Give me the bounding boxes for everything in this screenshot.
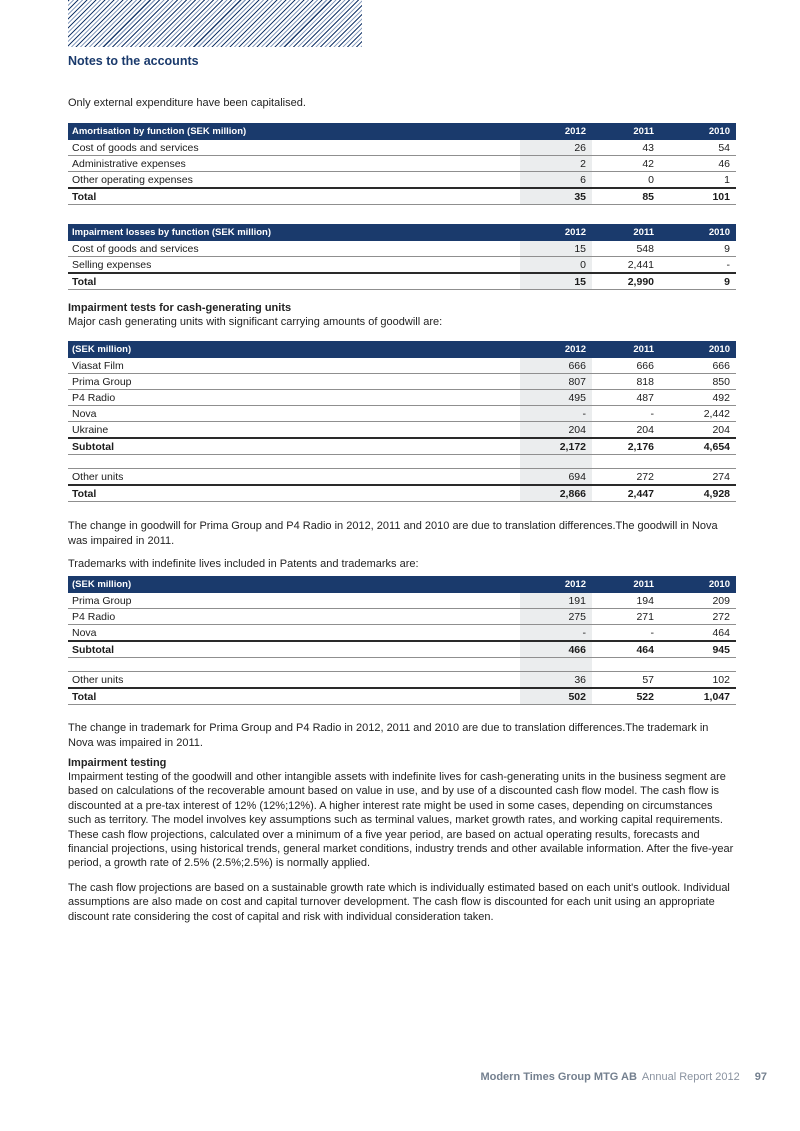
table-title: Amortisation by function (SEK million) — [68, 123, 520, 140]
row-label: Subtotal — [68, 438, 520, 455]
table-row — [68, 358, 736, 374]
cell-2012: 35 — [520, 188, 592, 205]
table-row — [68, 374, 736, 390]
cell-2010: 9 — [660, 273, 736, 290]
table-row — [68, 593, 736, 609]
cell-2011: 204 — [592, 422, 660, 439]
year-column-header: 2011 — [592, 123, 660, 140]
impairment-tests-intro: Major cash generating units with significant carrying amounts of goodwill are: — [68, 316, 443, 328]
goodwill-units-table — [68, 341, 736, 502]
row-label: Ukraine — [68, 422, 520, 439]
cell-2011: 818 — [592, 374, 660, 390]
row-label: Other units — [68, 672, 520, 689]
cell-2011 — [592, 455, 660, 469]
cell-2011: 487 — [592, 390, 660, 406]
cell-2012: - — [520, 406, 592, 422]
cell-2011: 2,447 — [592, 485, 660, 502]
cell-2012: - — [520, 625, 592, 642]
cell-2012: 0 — [520, 257, 592, 274]
row-label: Other units — [68, 469, 520, 486]
cell-2012 — [520, 658, 592, 672]
cell-2012: 2,866 — [520, 485, 592, 502]
cell-2010: 1 — [660, 172, 736, 189]
cell-2012: 2,172 — [520, 438, 592, 455]
cell-2010: 204 — [660, 422, 736, 439]
cell-2010: 666 — [660, 358, 736, 374]
table-row — [68, 688, 736, 705]
cell-2011: 43 — [592, 140, 660, 156]
table-row — [68, 469, 736, 486]
cell-2012: 807 — [520, 374, 592, 390]
table-row — [68, 188, 736, 205]
year-column-header: 2012 — [520, 123, 592, 140]
spacer-row — [68, 658, 736, 672]
cell-2012: 275 — [520, 609, 592, 625]
cell-2012: 502 — [520, 688, 592, 705]
page-number: 97 — [754, 1071, 767, 1083]
year-column-header: 2010 — [660, 123, 736, 140]
cell-2010: - — [660, 257, 736, 274]
table-row — [68, 172, 736, 189]
row-label: Selling expenses — [68, 257, 520, 274]
table-row — [68, 641, 736, 658]
cell-2011: - — [592, 406, 660, 422]
cell-2011: - — [592, 625, 660, 642]
spacer-row — [68, 455, 736, 469]
row-label: Total — [68, 188, 520, 205]
row-label: Prima Group — [68, 593, 520, 609]
row-label — [68, 658, 520, 672]
year-column-header: 2012 — [520, 224, 592, 241]
table-row — [68, 241, 736, 257]
impairment-tests-heading: Impairment tests for cash-generating units — [68, 302, 292, 314]
impairment-testing-paragraph-2: The cash flow projections are based on a sustainable growth rate which is individually estimated based on each unit's outlook. Individual assumptions are also made on cost and capital turnover development. The cash flow is discounted for each unit using an appropriate discount rate considering the cost of capital and risk with individual consideration taken. — [68, 881, 730, 923]
table-header-row — [68, 224, 736, 241]
cell-2011: 272 — [592, 469, 660, 486]
cell-2011: 464 — [592, 641, 660, 658]
cell-2011: 271 — [592, 609, 660, 625]
cell-2012 — [520, 455, 592, 469]
cell-2010: 54 — [660, 140, 736, 156]
row-label — [68, 455, 520, 469]
row-label: P4 Radio — [68, 390, 520, 406]
trademarks-units-table — [68, 576, 736, 705]
cell-2012: 2 — [520, 156, 592, 172]
year-column-header: 2010 — [660, 341, 736, 358]
goodwill-note-paragraph: The change in goodwill for Prima Group and P4 Radio in 2012, 2011 and 2010 are due to translation differences.The goodwill in Nova was impaired in 2011. — [68, 520, 718, 547]
footer-report-title: Annual Report 2012 — [641, 1071, 740, 1083]
year-column-header: 2011 — [592, 576, 660, 593]
table-header-row — [68, 123, 736, 140]
table-row — [68, 273, 736, 290]
cell-2012: 36 — [520, 672, 592, 689]
cell-2010: 46 — [660, 156, 736, 172]
cell-2010 — [660, 455, 736, 469]
row-label: Subtotal — [68, 641, 520, 658]
section-title: Notes to the accounts — [68, 54, 199, 68]
cell-2012: 466 — [520, 641, 592, 658]
cell-2010: 4,928 — [660, 485, 736, 502]
cell-2012: 26 — [520, 140, 592, 156]
row-label: Total — [68, 485, 520, 502]
table-row — [68, 140, 736, 156]
cell-2012: 15 — [520, 241, 592, 257]
row-label: Prima Group — [68, 374, 520, 390]
cell-2010: 492 — [660, 390, 736, 406]
year-column-header: 2010 — [660, 224, 736, 241]
impairment-losses-by-function-table — [68, 224, 736, 290]
cell-2011: 85 — [592, 188, 660, 205]
cell-2010: 464 — [660, 625, 736, 642]
cell-2011: 666 — [592, 358, 660, 374]
table-row — [68, 257, 736, 274]
table-row — [68, 485, 736, 502]
year-column-header: 2012 — [520, 341, 592, 358]
cell-2010: 945 — [660, 641, 736, 658]
year-column-header: 2011 — [592, 224, 660, 241]
row-label: Total — [68, 688, 520, 705]
table-row — [68, 406, 736, 422]
trademark-note-paragraph: The change in trademark for Prima Group and P4 Radio in 2012, 2011 and 2010 are due to translation differences.The trademark in Nova was impaired in 2011. — [68, 722, 709, 749]
cell-2012: 204 — [520, 422, 592, 439]
cell-2011: 0 — [592, 172, 660, 189]
cell-2010: 272 — [660, 609, 736, 625]
table-title: (SEK million) — [68, 576, 520, 593]
cell-2010: 850 — [660, 374, 736, 390]
table-row — [68, 625, 736, 642]
intro-paragraph: Only external expenditure have been capitalised. — [68, 97, 306, 109]
row-label: Viasat Film — [68, 358, 520, 374]
footer-company: Modern Times Group MTG AB — [480, 1071, 637, 1083]
row-label: Cost of goods and services — [68, 241, 520, 257]
row-label: Cost of goods and services — [68, 140, 520, 156]
cell-2010: 209 — [660, 593, 736, 609]
cell-2012: 191 — [520, 593, 592, 609]
table-row — [68, 672, 736, 689]
table-row — [68, 422, 736, 439]
table-row — [68, 438, 736, 455]
cell-2010: 101 — [660, 188, 736, 205]
table-header-row — [68, 341, 736, 358]
impairment-testing-paragraph-1: Impairment testing of the goodwill and other intangible assets with indefinite lives for cash-generating units in the business segment are based on calculations of the recoverable amount based on value in use, and by use of a discounted cash flow model. The cash flow is discounted at a pre-tax interest of 12% (12%;12%). A higher interest rate might be used in some cases, depending on circumstances such as territory. The model involves key assumptions such as terminal values, market growth rates, and working capital requirements. These cash flow projections, calculated over a minimum of a five year period, are based on actual operating results, forecasts and financial projections, using historical trends, general market conditions, industry trends and other available information. After the five-year period, a growth rate of 2.5% (2.5%;2.5%) is normally applied. — [68, 771, 734, 870]
page-content — [68, 0, 736, 924]
cell-2011: 548 — [592, 241, 660, 257]
row-label: Nova — [68, 625, 520, 642]
cell-2012: 694 — [520, 469, 592, 486]
row-label: Nova — [68, 406, 520, 422]
year-column-header: 2010 — [660, 576, 736, 593]
cell-2011: 194 — [592, 593, 660, 609]
table-header-row — [68, 576, 736, 593]
cell-2011: 2,990 — [592, 273, 660, 290]
cell-2010: 2,442 — [660, 406, 736, 422]
cell-2012: 495 — [520, 390, 592, 406]
amortisation-by-function-table — [68, 123, 736, 205]
cell-2010: 1,047 — [660, 688, 736, 705]
table-row — [68, 390, 736, 406]
cell-2011: 2,441 — [592, 257, 660, 274]
cell-2010: 9 — [660, 241, 736, 257]
row-label: Other operating expenses — [68, 172, 520, 189]
row-label: Total — [68, 273, 520, 290]
table-row — [68, 609, 736, 625]
cell-2011: 522 — [592, 688, 660, 705]
table-row — [68, 156, 736, 172]
cell-2011 — [592, 658, 660, 672]
cell-2010: 4,654 — [660, 438, 736, 455]
impairment-testing-heading: Impairment testing — [68, 757, 167, 769]
trademarks-intro-paragraph: Trademarks with indefinite lives included in Patents and trademarks are: — [68, 558, 419, 570]
table-title: Impairment losses by function (SEK million) — [68, 224, 520, 241]
row-label: P4 Radio — [68, 609, 520, 625]
year-column-header: 2011 — [592, 341, 660, 358]
row-label: Administrative expenses — [68, 156, 520, 172]
cell-2012: 666 — [520, 358, 592, 374]
cell-2011: 2,176 — [592, 438, 660, 455]
cell-2010: 102 — [660, 672, 736, 689]
page-footer — [480, 1071, 767, 1083]
cell-2011: 42 — [592, 156, 660, 172]
cell-2010: 274 — [660, 469, 736, 486]
cell-2012: 15 — [520, 273, 592, 290]
year-column-header: 2012 — [520, 576, 592, 593]
cell-2011: 57 — [592, 672, 660, 689]
cell-2012: 6 — [520, 172, 592, 189]
hatch-pattern-banner — [68, 0, 362, 47]
cell-2010 — [660, 658, 736, 672]
table-title: (SEK million) — [68, 341, 520, 358]
